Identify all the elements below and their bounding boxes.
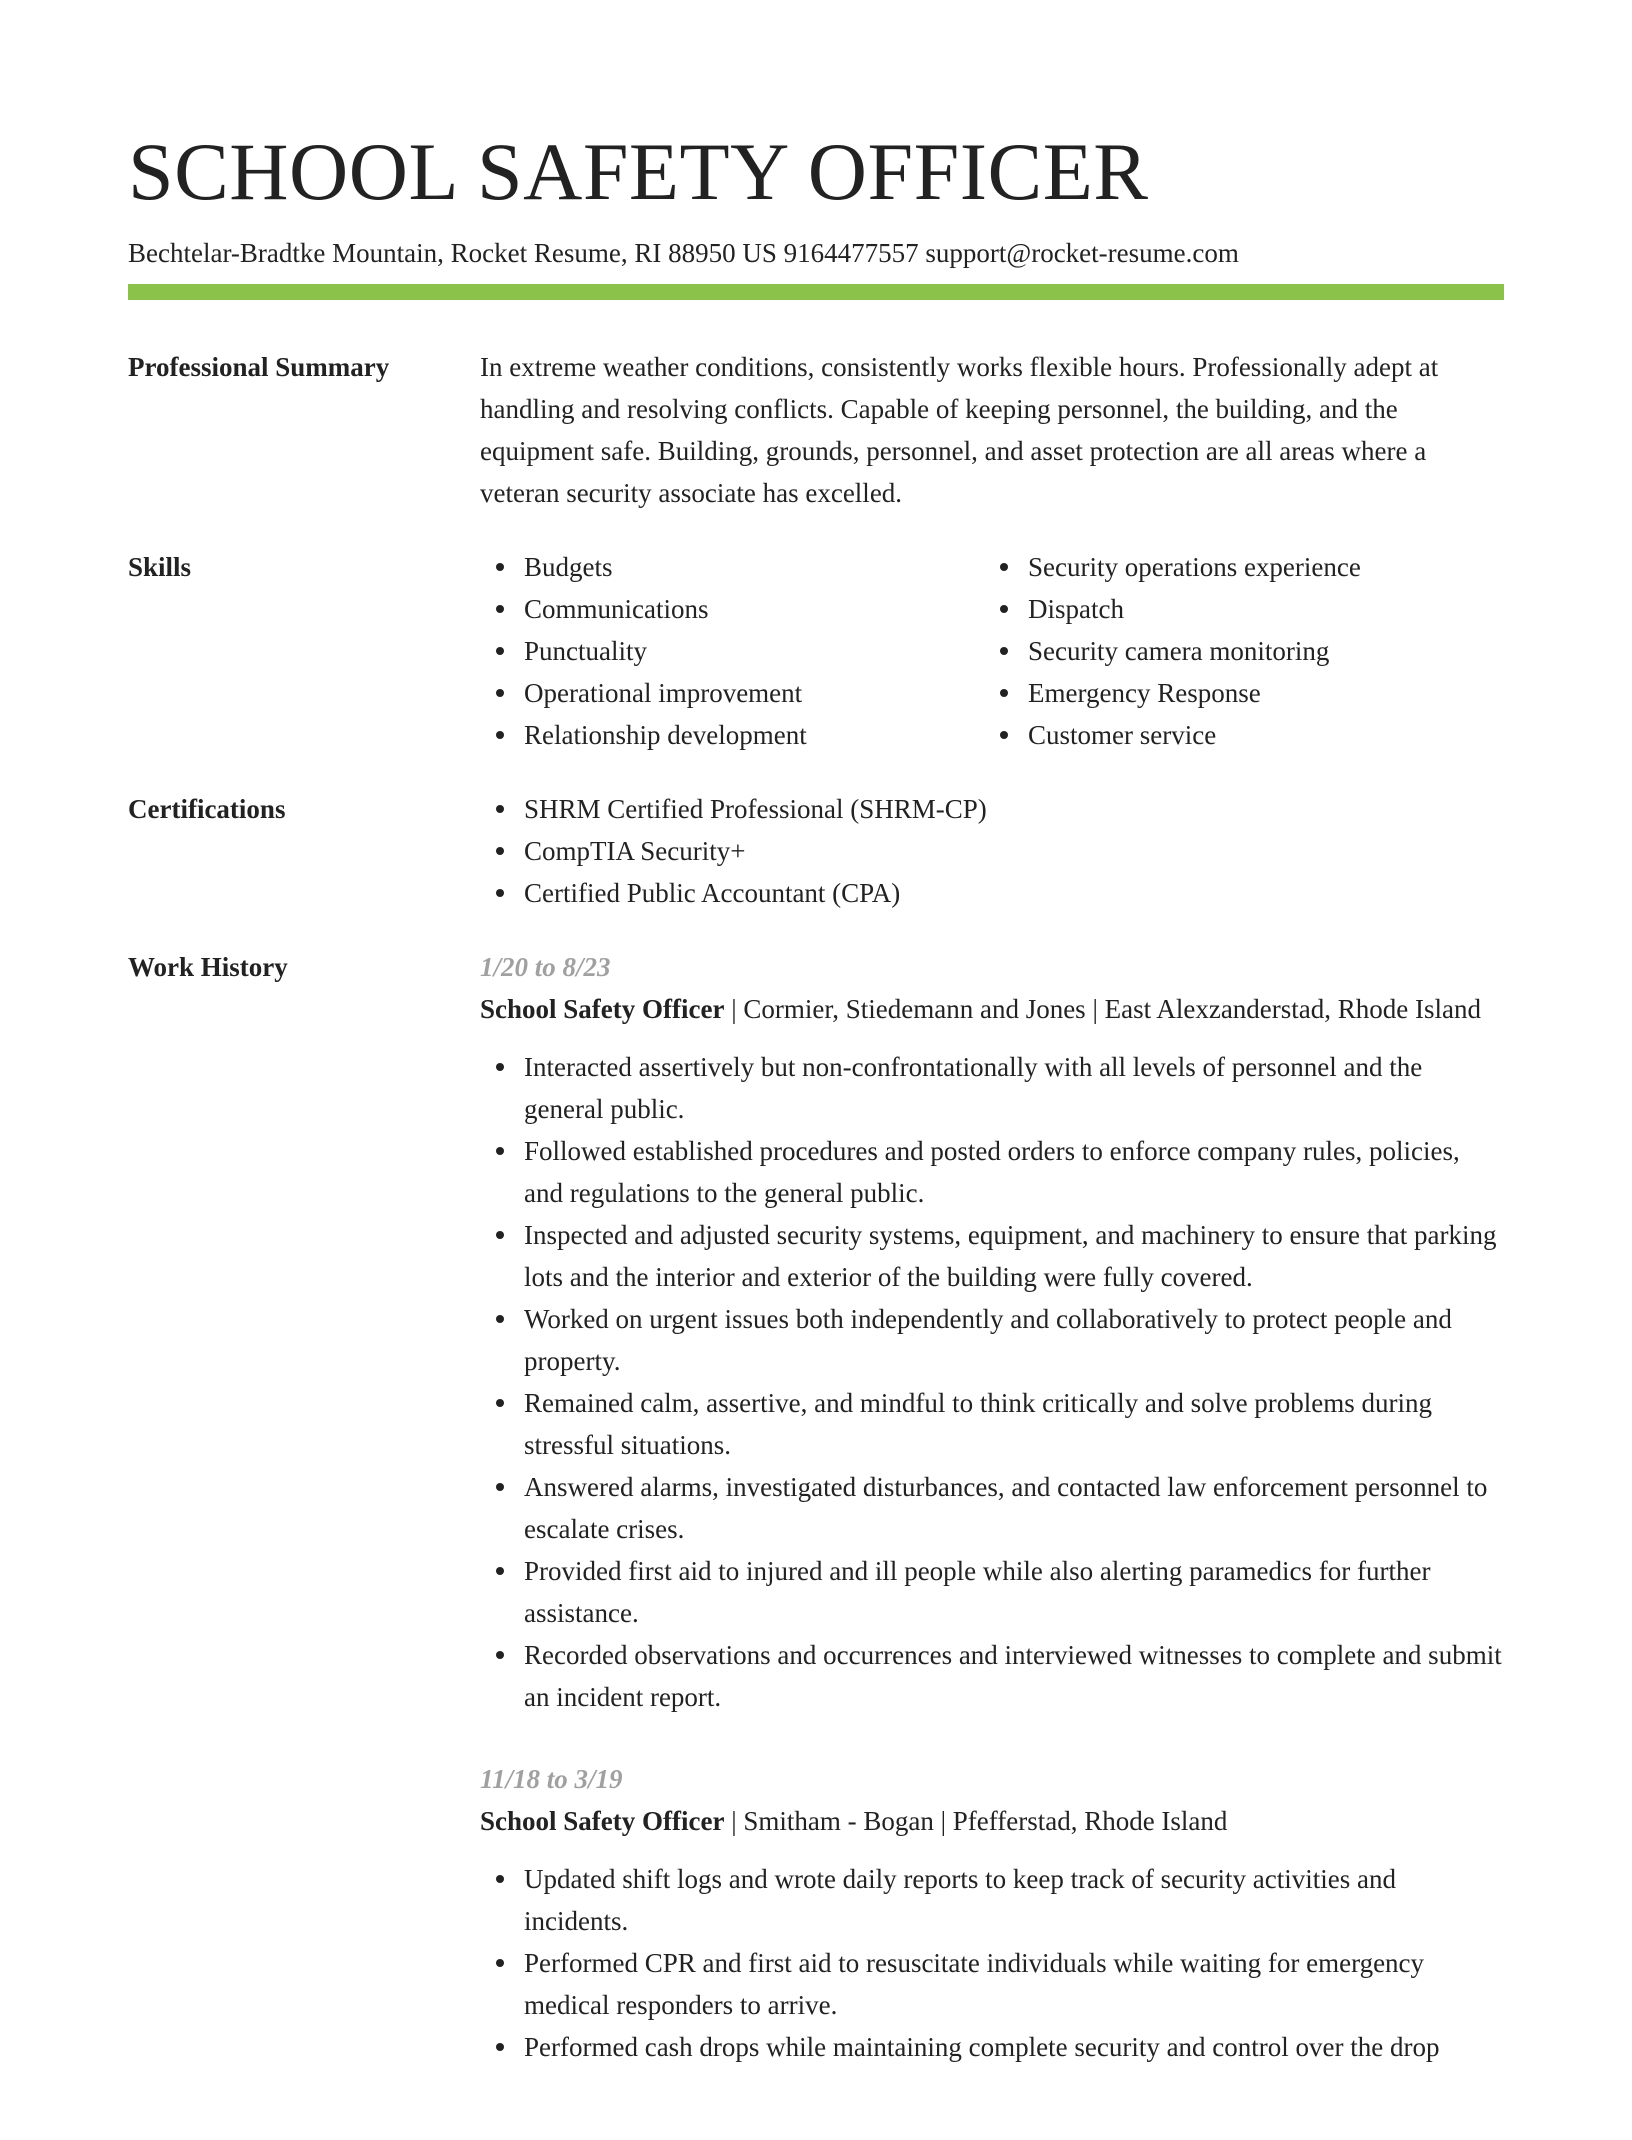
job-heading <box>480 988 1504 1030</box>
job-bullet: Performed CPR and first aid to resuscitate individuals while waiting for emergency medical responders to arrive. <box>480 1942 1504 2026</box>
skill-item: Emergency Response <box>984 672 1488 714</box>
skill-item: Operational improvement <box>480 672 984 714</box>
work-history-section <box>128 946 1504 2108</box>
skill-item: Relationship development <box>480 714 984 756</box>
header-divider <box>128 284 1504 300</box>
job-bullet: Recorded observations and occurrences and interviewed witnesses to complete and submit an incident report. <box>480 1634 1504 1718</box>
skill-item: Customer service <box>984 714 1488 756</box>
section-label-work-history: Work History <box>128 952 288 982</box>
job-entry <box>480 1758 1504 2068</box>
job-bullets <box>480 1858 1504 2068</box>
certification-item: CompTIA Security+ <box>480 830 1504 872</box>
job-details: | Cormier, Stiedemann and Jones | East Alexzanderstad, Rhode Island <box>724 994 1481 1024</box>
section-label-certifications: Certifications <box>128 794 286 824</box>
summary-section <box>128 346 1504 514</box>
skill-item: Punctuality <box>480 630 984 672</box>
job-bullet: Updated shift logs and wrote daily reports to keep track of security activities and incidents. <box>480 1858 1504 1942</box>
job-bullet: Inspected and adjusted security systems, equipment, and machinery to ensure that parking lots and the interior and exterior of the building were fully covered. <box>480 1214 1504 1298</box>
resume-page <box>128 124 1504 2140</box>
job-bullet: Remained calm, assertive, and mindful to think critically and solve problems during stressful situations. <box>480 1382 1504 1466</box>
job-entry <box>480 946 1504 1718</box>
section-label-skills: Skills <box>128 552 192 582</box>
job-bullet: Interacted assertively but non-confrontationally with all levels of personnel and the general public. <box>480 1046 1504 1130</box>
skills-list-left <box>480 546 984 756</box>
skill-item: Security operations experience <box>984 546 1488 588</box>
contact-phone: 9164477557 <box>783 238 919 268</box>
job-bullets <box>480 1046 1504 1718</box>
job-bullet: Worked on urgent issues both independently and collaboratively to protect people and property. <box>480 1298 1504 1382</box>
certifications-list <box>480 788 1504 914</box>
section-label-summary: Professional Summary <box>128 352 390 382</box>
job-dates: 11/18 to 3/19 <box>480 1764 623 1794</box>
certification-item: SHRM Certified Professional (SHRM-CP) <box>480 788 1504 830</box>
contact-line <box>128 234 1504 272</box>
contact-email: support@rocket-resume.com <box>925 238 1239 268</box>
certification-item: Certified Public Accountant (CPA) <box>480 872 1504 914</box>
job-bullet: Provided first aid to injured and ill people while also alerting paramedics for further assistance. <box>480 1550 1504 1634</box>
job-dates: 1/20 to 8/23 <box>480 952 611 982</box>
skill-item: Communications <box>480 588 984 630</box>
summary-text: In extreme weather conditions, consistently works flexible hours. Professionally adept at handling and resolving conflicts. Capable of keeping personnel, the building, and the equipment safe. Building, grounds, personnel, and asset protection are all areas where a veteran security associate has excelled. <box>480 352 1439 508</box>
job-heading <box>480 1800 1504 1842</box>
job-bullet: Performed cash drops while maintaining complete security and control over the drop <box>480 2026 1504 2068</box>
job-bullet: Answered alarms, investigated disturbances, and contacted law enforcement personnel to escalate crises. <box>480 1466 1504 1550</box>
resume-name: SCHOOL SAFETY OFFICER <box>128 126 1149 217</box>
job-details: | Smitham - Bogan | Pfefferstad, Rhode Island <box>724 1806 1228 1836</box>
job-bullet: Followed established procedures and posted orders to enforce company rules, policies, and regulations to the general public. <box>480 1130 1504 1214</box>
job-title: School Safety Officer <box>480 1806 725 1836</box>
skill-item: Security camera monitoring <box>984 630 1488 672</box>
skills-list-right <box>984 546 1488 756</box>
certifications-section <box>128 788 1504 914</box>
skill-item: Budgets <box>480 546 984 588</box>
skills-section <box>128 546 1504 756</box>
skill-item: Dispatch <box>984 588 1488 630</box>
job-title: School Safety Officer <box>480 994 725 1024</box>
contact-address: Bechtelar-Bradtke Mountain, Rocket Resume, RI 88950 US <box>128 238 777 268</box>
